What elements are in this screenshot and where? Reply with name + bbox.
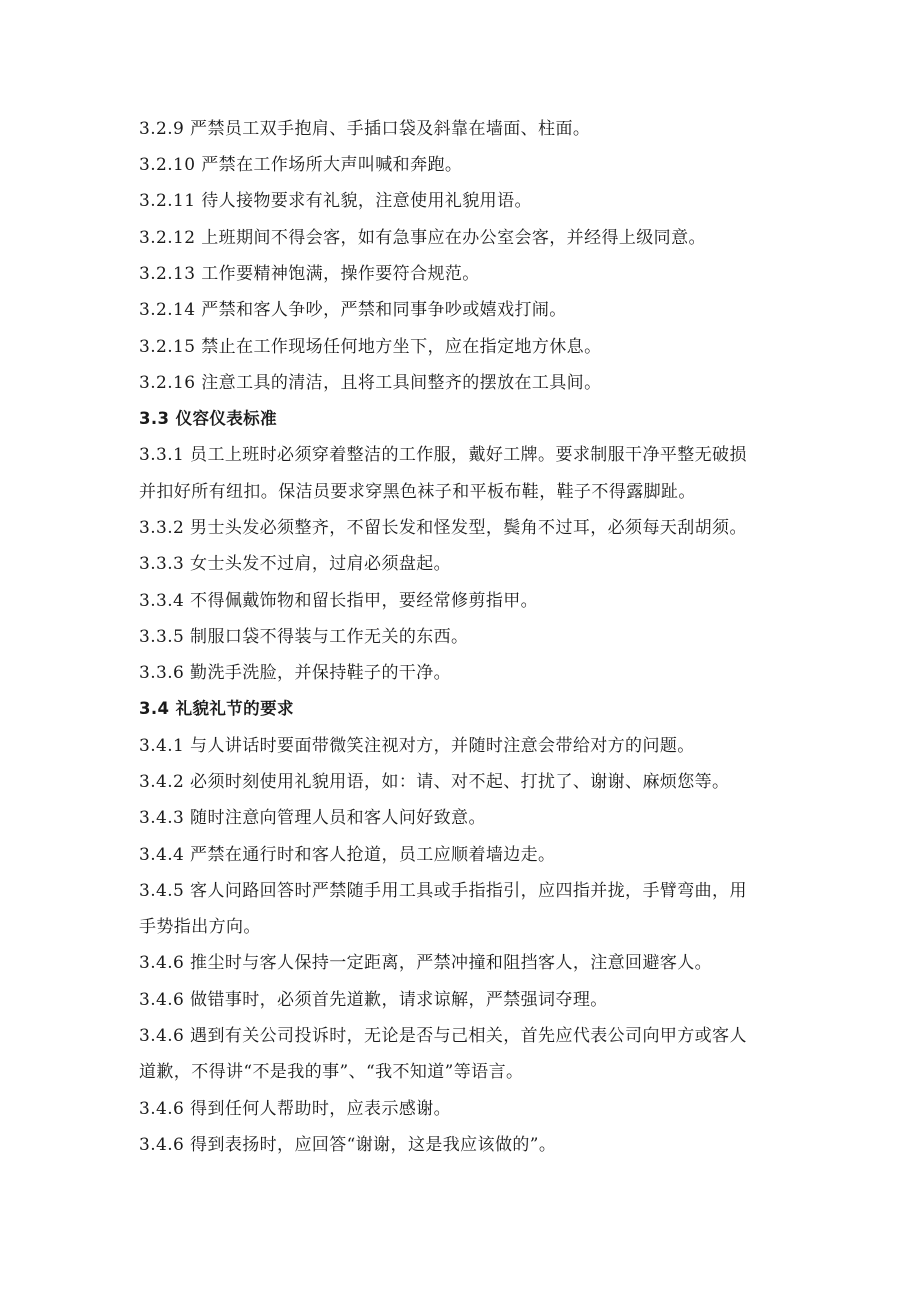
rule-3-2-11: 3.2.11 待人接物要求有礼貌，注意使用礼貌用语。 [139, 191, 532, 211]
rule-3-4-6-c: 3.4.6 遇到有关公司投诉时，无论是否与己相关，首先应代表公司向甲方或客人 [139, 1026, 747, 1046]
rule-3-4-4: 3.4.4 严禁在通行时和客人抢道，员工应顺着墙边走。 [139, 845, 556, 865]
rule-3-2-16: 3.2.16 注意工具的清洁，且将工具间整齐的摆放在工具间。 [139, 373, 602, 393]
rule-3-2-13: 3.2.13 工作要精神饱满，操作要符合规范。 [139, 264, 480, 284]
rule-3-4-6-e: 3.4.6 得到表扬时，应回答“谢谢，这是我应该做的”。 [139, 1135, 557, 1155]
rule-3-2-9: 3.2.9 严禁员工双手抱肩、手插口袋及斜靠在墙面、柱面。 [139, 119, 591, 139]
rule-3-4-5-continued: 手势指出方向。 [139, 917, 261, 937]
rule-3-2-12: 3.2.12 上班期间不得会客，如有急事应在办公室会客，并经得上级同意。 [139, 228, 706, 248]
rule-3-4-5: 3.4.5 客人问路回答时严禁随手用工具或手指指引，应四指并拢，手臂弯曲，用 [139, 881, 747, 901]
rule-3-2-14: 3.2.14 严禁和客人争吵，严禁和同事争吵或嬉戏打闹。 [139, 300, 567, 320]
rule-3-4-2: 3.4.2 必须时刻使用礼貌用语，如：请、对不起、打扰了、谢谢、麻烦您等。 [139, 772, 730, 792]
section-heading-3-4: 3.4 礼貌礼节的要求 [139, 699, 294, 718]
rule-3-3-4: 3.3.4 不得佩戴饰物和留长指甲，要经常修剪指甲。 [139, 591, 539, 611]
rule-3-4-1: 3.4.1 与人讲话时要面带微笑注视对方，并随时注意会带给对方的问题。 [139, 736, 695, 756]
rule-3-3-5: 3.3.5 制服口袋不得装与工作无关的东西。 [139, 627, 469, 647]
rule-3-4-6-d: 3.4.6 得到任何人帮助时，应表示感谢。 [139, 1099, 452, 1119]
rule-3-2-10: 3.2.10 严禁在工作场所大声叫喊和奔跑。 [139, 155, 463, 175]
section-heading-3-3: 3.3 仪容仪表标准 [139, 409, 277, 428]
rule-3-4-3: 3.4.3 随时注意向管理人员和客人问好致意。 [139, 808, 486, 828]
rule-3-3-6: 3.3.6 勤洗手洗脸，并保持鞋子的干净。 [139, 663, 452, 683]
rule-3-3-1: 3.3.1 员工上班时必须穿着整洁的工作服，戴好工牌。要求制服干净平整无破损 [139, 445, 747, 465]
rule-3-4-6-b: 3.4.6 做错事时，必须首先道歉，请求谅解，严禁强词夺理。 [139, 990, 608, 1010]
rule-3-3-1-continued: 并扣好所有纽扣。保洁员要求穿黑色袜子和平板布鞋，鞋子不得露脚趾。 [139, 482, 696, 502]
rule-3-4-6-c-continued: 道歉，不得讲“不是我的事”、“我不知道”等语言。 [139, 1062, 524, 1082]
rule-3-3-2: 3.3.2 男士头发必须整齐，不留长发和怪发型，鬓角不过耳，必须每天刮胡须。 [139, 518, 747, 538]
rule-3-3-3: 3.3.3 女士头发不过肩，过肩必须盘起。 [139, 554, 452, 574]
rule-3-2-15: 3.2.15 禁止在工作现场任何地方坐下，应在指定地方休息。 [139, 337, 602, 357]
rule-3-4-6-a: 3.4.6 推尘时与客人保持一定距离，严禁冲撞和阻挡客人，注意回避客人。 [139, 953, 713, 973]
